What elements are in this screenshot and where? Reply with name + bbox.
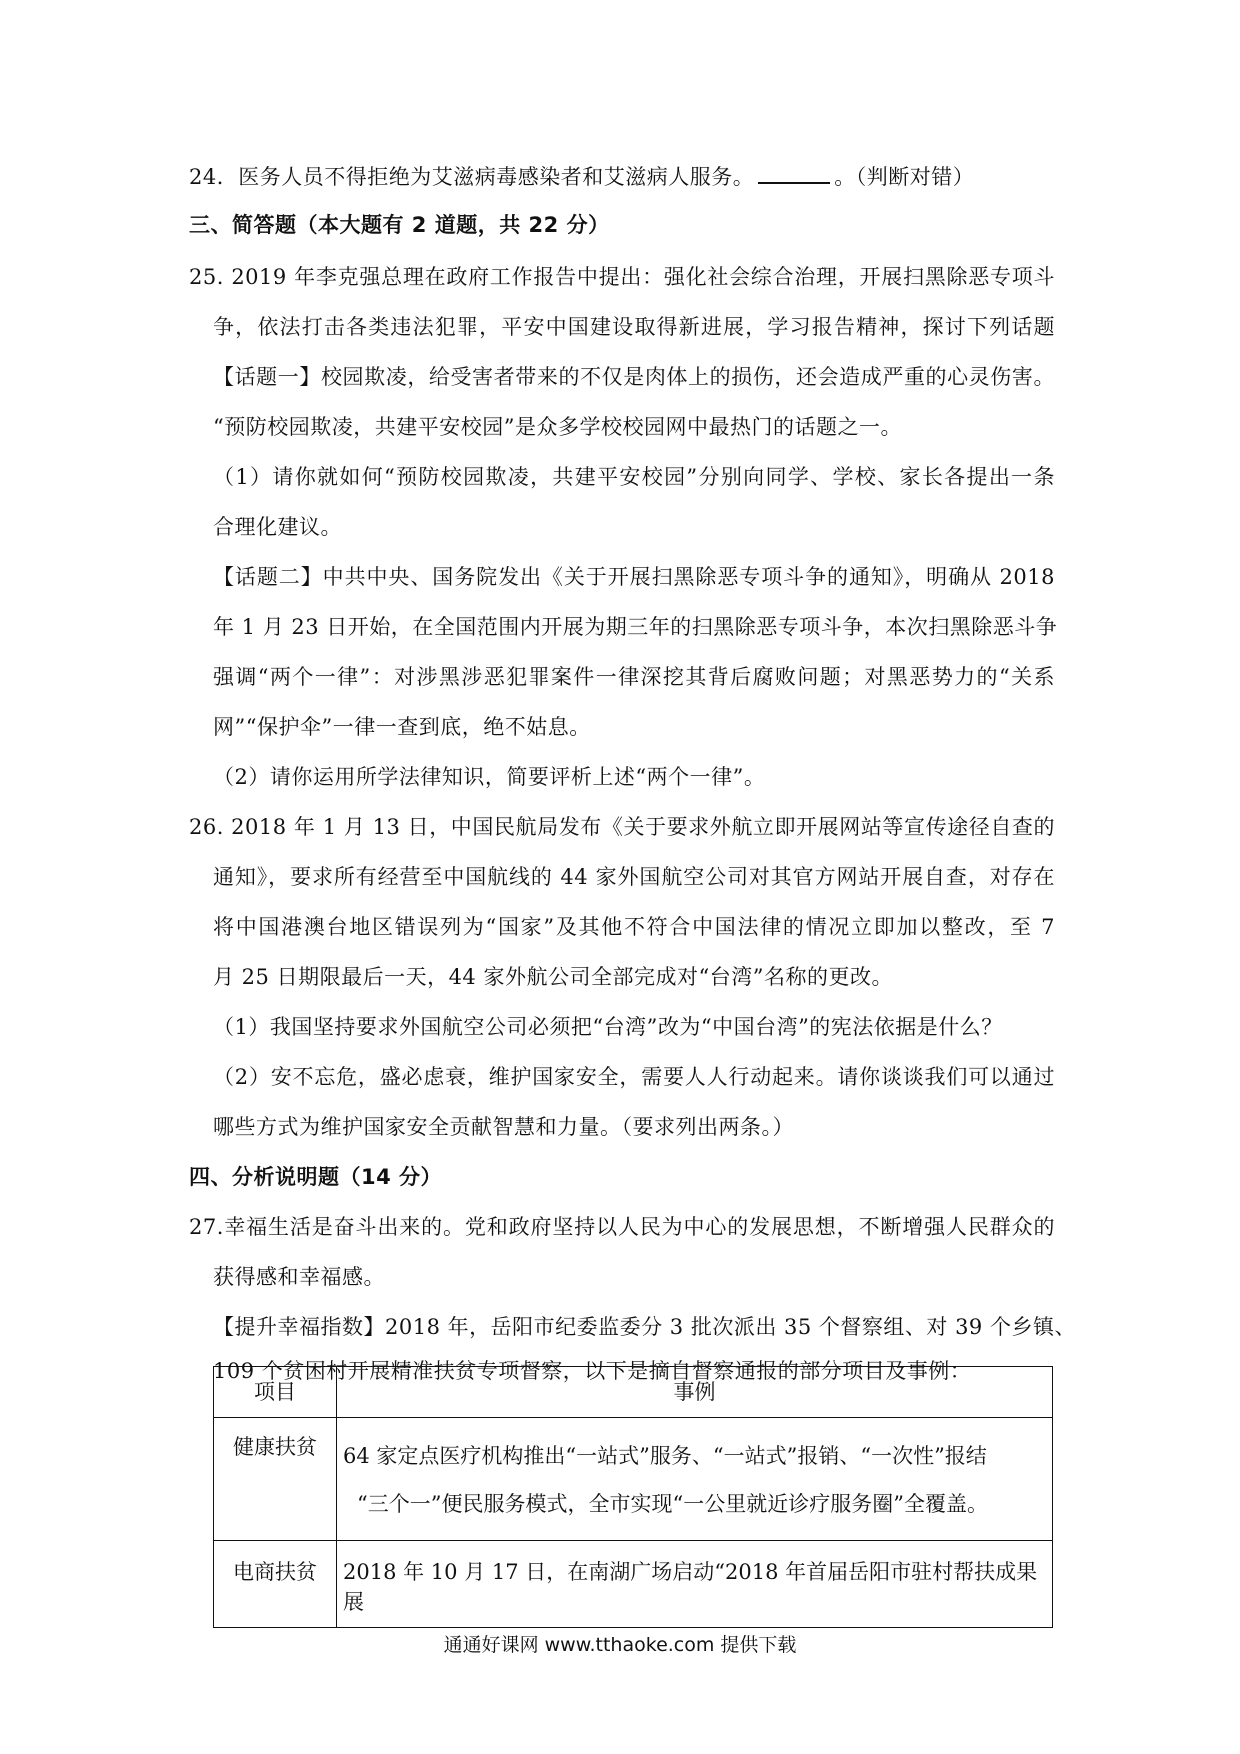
q25-line-2: 争，依法打击各类违法犯罪，平安中国建设取得新进展，学习报告精神，探讨下列话题 <box>213 315 1055 339</box>
table-row <box>214 1418 1053 1541</box>
table-header-row <box>214 1367 1053 1418</box>
q25-line-10: 网”“保护伞”一律一查到底，绝不姑息。 <box>213 715 591 739</box>
question-24-text: 24．医务人员不得拒绝为艾滋病毒感染者和艾滋病人服务。 <box>189 165 755 189</box>
q26-line-2: 通知》，要求所有经营至中国航线的 44 家外国航空公司对其官方网站开展自查，对存在 <box>213 865 1055 889</box>
q25-line-11: （2）请你运用所学法律知识，简要评析上述“两个一律”。 <box>213 765 766 789</box>
q25-line-7: 【话题二】中共中央、国务院发出《关于开展扫黑除恶专项斗争的通知》，明确从 2018 <box>213 565 1055 589</box>
q25-line-5: （1）请你就如何“预防校园欺凌，共建平安校园”分别向同学、学校、家长各提出一条 <box>213 465 1055 489</box>
q26-line-4: 月 25 日期限最后一天，44 家外航公司全部完成对“台湾”名称的更改。 <box>213 965 893 989</box>
section-4-title: 四、分析说明题（14 分） <box>189 1165 443 1189</box>
q27-line-1: 27.幸福生活是奋斗出来的。党和政府坚持以人民为中心的发展思想，不断增强人民群众的 <box>189 1215 1055 1239</box>
q27-line-4: 109 个贫困村开展精准扶贫专项督察，以下是摘自督察通报的部分项目及事例： <box>213 1359 972 1383</box>
q27-line-2: 获得感和幸福感。 <box>213 1265 385 1289</box>
table-header-item: 项目 <box>214 1367 337 1418</box>
table-header-case: 事例 <box>337 1367 1053 1418</box>
q25-line-8: 年 1 月 23 日开始，在全国范围内开展为期三年的扫黑除恶专项斗争，本次扫黑除恶斗争 <box>213 615 1058 639</box>
q25-line-3: 【话题一】校园欺凌，给受害者带来的不仅是肉体上的损伤，还会造成严重的心灵伤害。 <box>213 365 1055 389</box>
q26-line-7: 哪些方式为维护国家安全贡献智慧和力量。（要求列出两条。） <box>213 1115 794 1139</box>
q25-line-1: 25. 2019 年李克强总理在政府工作报告中提出：强化社会综合治理，开展扫黑除恶专项斗 <box>189 265 1055 289</box>
table-cell-item: 健康扶贫 <box>214 1418 337 1541</box>
table-cell-line: 2018 年 10 月 17 日，在南湖广场启动“2018 年首届岳阳市驻村帮扶成果展 <box>343 1560 1038 1614</box>
answer-blank <box>758 164 830 184</box>
page-footer: 通通好课网 www.tthaoke.com 提供下载 <box>443 1634 797 1656</box>
table-cell-item: 电商扶贫 <box>214 1541 337 1628</box>
q26-line-1: 26. 2018 年 1 月 13 日，中国民航局发布《关于要求外航立即开展网站等宣传途径自查的 <box>189 815 1055 839</box>
q27-line-3: 【提升幸福指数】2018 年，岳阳市纪委监委分 3 批次派出 35 个督察组、对 39 个乡镇、 <box>213 1315 1076 1339</box>
q26-line-3: 将中国港澳台地区错误列为“国家”及其他不符合中国法律的情况立即加以整改，至 7 <box>213 915 1055 939</box>
question-24-suffix: 。（判断对错） <box>834 165 975 189</box>
question-24 <box>189 162 974 192</box>
table-row <box>214 1541 1053 1628</box>
poverty-relief-table <box>213 1366 1053 1628</box>
q26-line-5: （1）我国坚持要求外国航空公司必须把“台湾”改为“中国台湾”的宪法依据是什么？ <box>213 1015 1003 1039</box>
table-cell-line: 64 家定点医疗机构推出“一站式”服务、“一站式”报销、“一次性”报结 <box>343 1444 987 1468</box>
table-cell-case <box>337 1541 1053 1628</box>
q26-line-6: （2）安不忘危，盛必虑衰，维护国家安全，需要人人行动起来。请你谈谈我们可以通过 <box>213 1065 1055 1089</box>
table-cell-line: “三个一”便民服务模式，全市实现“一公里就近诊疗服务圈”全覆盖。 <box>357 1492 988 1516</box>
q25-line-9: 强调“两个一律”：对涉黑涉恶犯罪案件一律深挖其背后腐败问题；对黑恶势力的“关系 <box>213 665 1055 689</box>
section-3-title: 三、简答题（本大题有 2 道题，共 22 分） <box>189 213 610 237</box>
table-cell-case <box>337 1418 1053 1541</box>
q25-line-4: “预防校园欺凌，共建平安校园”是众多学校校园网中最热门的话题之一。 <box>213 415 902 439</box>
q25-line-6: 合理化建议。 <box>213 515 342 539</box>
